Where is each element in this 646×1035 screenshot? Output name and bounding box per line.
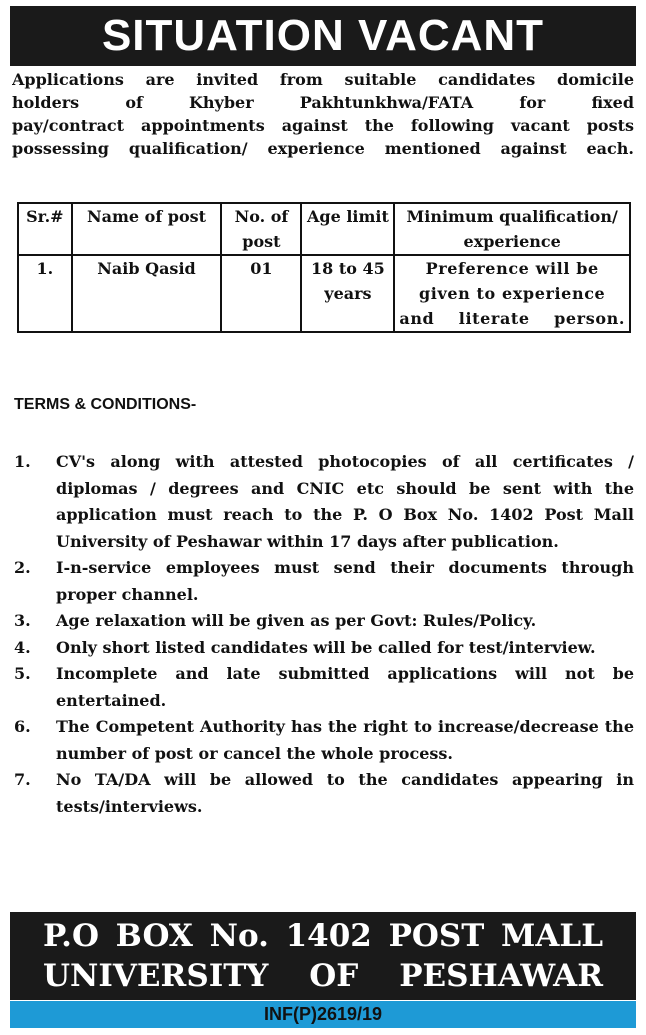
- cell-age-limit: 18 to 45 years: [301, 255, 394, 332]
- intro-line: possessing qualification/ experience mentioned against each.: [12, 139, 634, 158]
- list-item: [14, 449, 634, 555]
- header-banner: [10, 6, 636, 66]
- intro-line: Applications are invited from suitable candidates domicile: [12, 70, 634, 89]
- page-title: SITUATION VACANT: [101, 11, 545, 60]
- table-row: [18, 255, 630, 332]
- item-text: The Competent Authority has the right to increase/decrease the number of post or cancel the whole process.: [56, 717, 634, 763]
- column-header-qualification: Minimum qualification/ experience: [394, 203, 630, 255]
- address-line: P.O BOX No. 1402 POST MALL: [43, 918, 603, 954]
- item-number: 3.: [14, 611, 31, 630]
- item-text: No TA/DA will be allowed to the candidates appearing in tests/interviews.: [56, 770, 634, 816]
- item-number: 5.: [14, 664, 31, 683]
- item-number: 4.: [14, 637, 31, 657]
- item-text: Age relaxation will be given as per Govt: Rules/Policy.: [56, 611, 537, 630]
- list-item: [14, 661, 634, 714]
- list-item: [14, 767, 634, 820]
- column-header-post-count: No. of post: [221, 203, 301, 255]
- item-number: 6.: [14, 717, 31, 736]
- column-header-age-limit: Age limit: [301, 203, 394, 255]
- column-header-sr: Sr.#: [18, 203, 72, 255]
- list-item: [14, 555, 634, 608]
- terms-list: [14, 449, 634, 820]
- item-number: 1.: [14, 452, 31, 471]
- item-number: 2.: [14, 558, 31, 577]
- intro-line: holders of Khyber Pakhtunkhwa/FATA for fixed: [12, 93, 634, 112]
- list-item: [14, 714, 634, 767]
- terms-heading: TERMS & CONDITIONS-: [14, 396, 197, 413]
- intro-line: pay/contract appointments against the following vacant posts: [12, 116, 634, 135]
- vacancy-table: [17, 202, 631, 333]
- address-line: UNIVERSITY OF PESHAWAR: [43, 958, 603, 994]
- table-header-row: [18, 203, 630, 255]
- item-number: 7.: [14, 770, 31, 789]
- cell-sr: 1.: [18, 255, 72, 332]
- item-text: I-n-service employees must send their documents through proper channel.: [56, 558, 634, 604]
- address-banner: [10, 912, 636, 1000]
- list-item: [14, 608, 634, 635]
- reference-number: INF(P)2619/19: [263, 1004, 383, 1024]
- item-text: Incomplete and late submitted applications will not be entertained.: [56, 664, 634, 710]
- cell-qualification: Preference will be given to experience and literate person.: [394, 255, 630, 332]
- item-text: Only short listed candidates will be called for test/interview.: [56, 637, 596, 657]
- item-text: CV's along with attested photocopies of all certificates / diplomas / degrees and CNIC etc should be sent with the application must reach to the P. O Box No. 1402 Post Mall University of Peshawar within 17 days after publication.: [56, 452, 634, 551]
- column-header-post-name: Name of post: [72, 203, 222, 255]
- list-item: [14, 635, 634, 662]
- cell-post-name: Naib Qasid: [72, 255, 222, 332]
- cell-post-count: 01: [221, 255, 301, 332]
- reference-banner: [10, 1001, 636, 1028]
- intro-paragraph: [12, 68, 634, 160]
